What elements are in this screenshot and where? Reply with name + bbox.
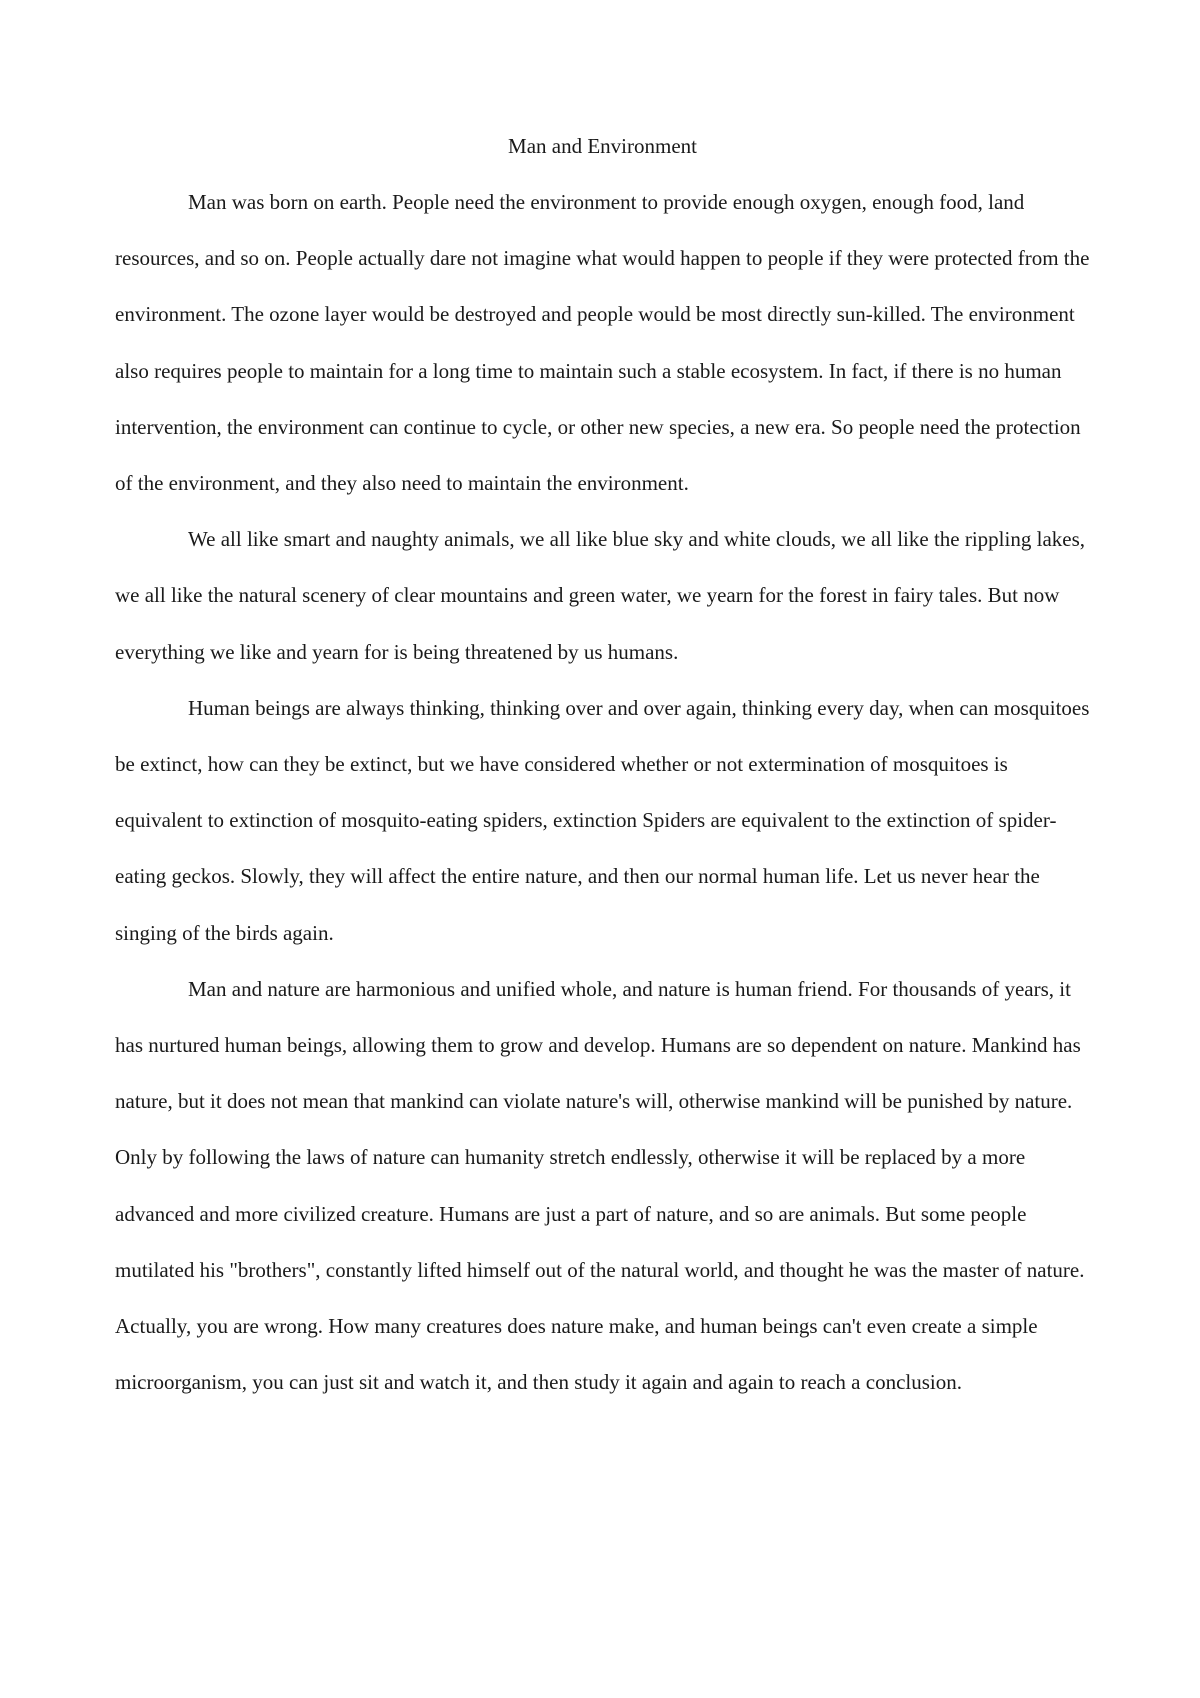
paragraph-4: Man and nature are harmonious and unified whole, and nature is human friend. For thousands of years, it has nurtured human beings, allowing them to grow and develop. Humans are so dependent on nature. Mankind has nature, but it does not mean that mankind can violate nature's will, otherwise mankind will be punished by nature. Only by following the laws of nature can humanity stretch endlessly, otherwise it will be replaced by a more advanced and more civilized creature. Humans are just a part of nature, and so are animals. But some people mutilated his "brothers", constantly lifted himself out of the natural world, and thought he was the master of nature. Actually, you are wrong. How many creatures does nature make, and human beings can't even create a simple microorganism, you can just sit and watch it, and then study it again and again to reach a conclusion. bbox=[115, 976, 1085, 1395]
paragraph-2: We all like smart and naughty animals, we all like blue sky and white clouds, we all like the rippling lakes, we all like the natural scenery of clear mountains and green water, we yearn for the forest in fairy tales. But now everything we like and yearn for is being threatened by us humans. bbox=[115, 527, 1086, 664]
document-title: Man and Environment bbox=[508, 134, 697, 158]
document-body bbox=[115, 118, 1090, 1410]
paragraph-3: Human beings are always thinking, thinking over and over again, thinking every day, when can mosquitoes be extinct, how can they be extinct, but we have considered whether or not extermination of mosquitoes is equivalent to extinction of mosquito-eating spiders, extinction Spiders are equivalent to the extinction of spider-eating geckos. Slowly, they will affect the entire nature, and then our normal human life. Let us never hear the singing of the birds again. bbox=[115, 695, 1090, 945]
paragraph-1: Man was born on earth. People need the environment to provide enough oxygen, enough food, land resources, and so on. People actually dare not imagine what would happen to people if they were protected from the environment. The ozone layer would be destroyed and people would be most directly sun-killed. The environment also requires people to maintain for a long time to maintain such a stable ecosystem. In fact, if there is no human intervention, the environment can continue to cycle, or other new species, a new era. So people need the protection of the environment, and they also need to maintain the environment. bbox=[115, 190, 1090, 496]
